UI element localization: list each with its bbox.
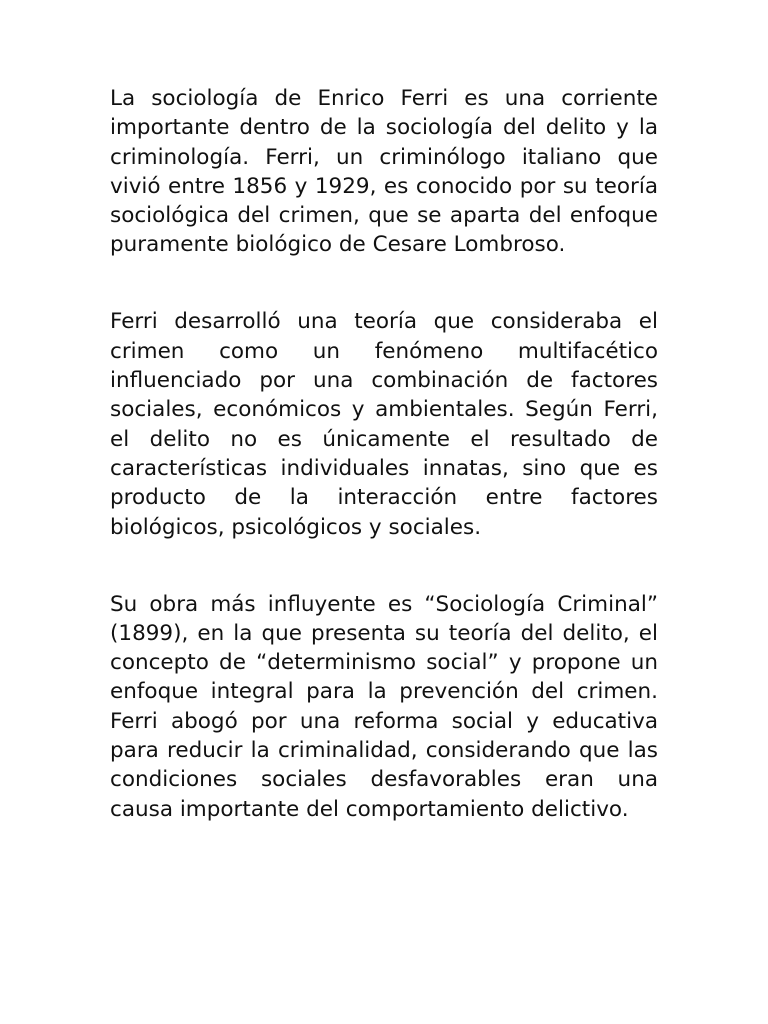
paragraph-theory: Ferri desarrolló una teoría que consideraba el crimen como un fenómeno multifacético influenciado por una combinación de factores sociales, económicos y ambientales. Según Ferri, el delito no es únicamente el resultado de características individuales innatas, sino que es producto de la interacción entre factores biológicos, psicológicos y sociales.: [110, 309, 658, 540]
paragraph-intro: La sociología de Enrico Ferri es una corriente importante dentro de la sociología del delito y la criminología. Ferri, un criminólogo italiano que vivió entre 1856 y 1929, es conocido por su teoría sociológica del crimen, que se aparta del enfoque puramente biológico de Cesare Lombroso.: [110, 86, 658, 258]
paragraph-work: Su obra más influyente es “Sociología Criminal” (1899), en la que presenta su teoría del delito, el concepto de “determinismo social” y propone un enfoque integral para la prevención del crimen. Ferri abogó por una reforma social y educativa para reducir la criminalidad, considerando que las condiciones sociales desfavorables eran una causa importante del comportamiento delictivo.: [110, 591, 658, 822]
document-body: [110, 84, 658, 824]
